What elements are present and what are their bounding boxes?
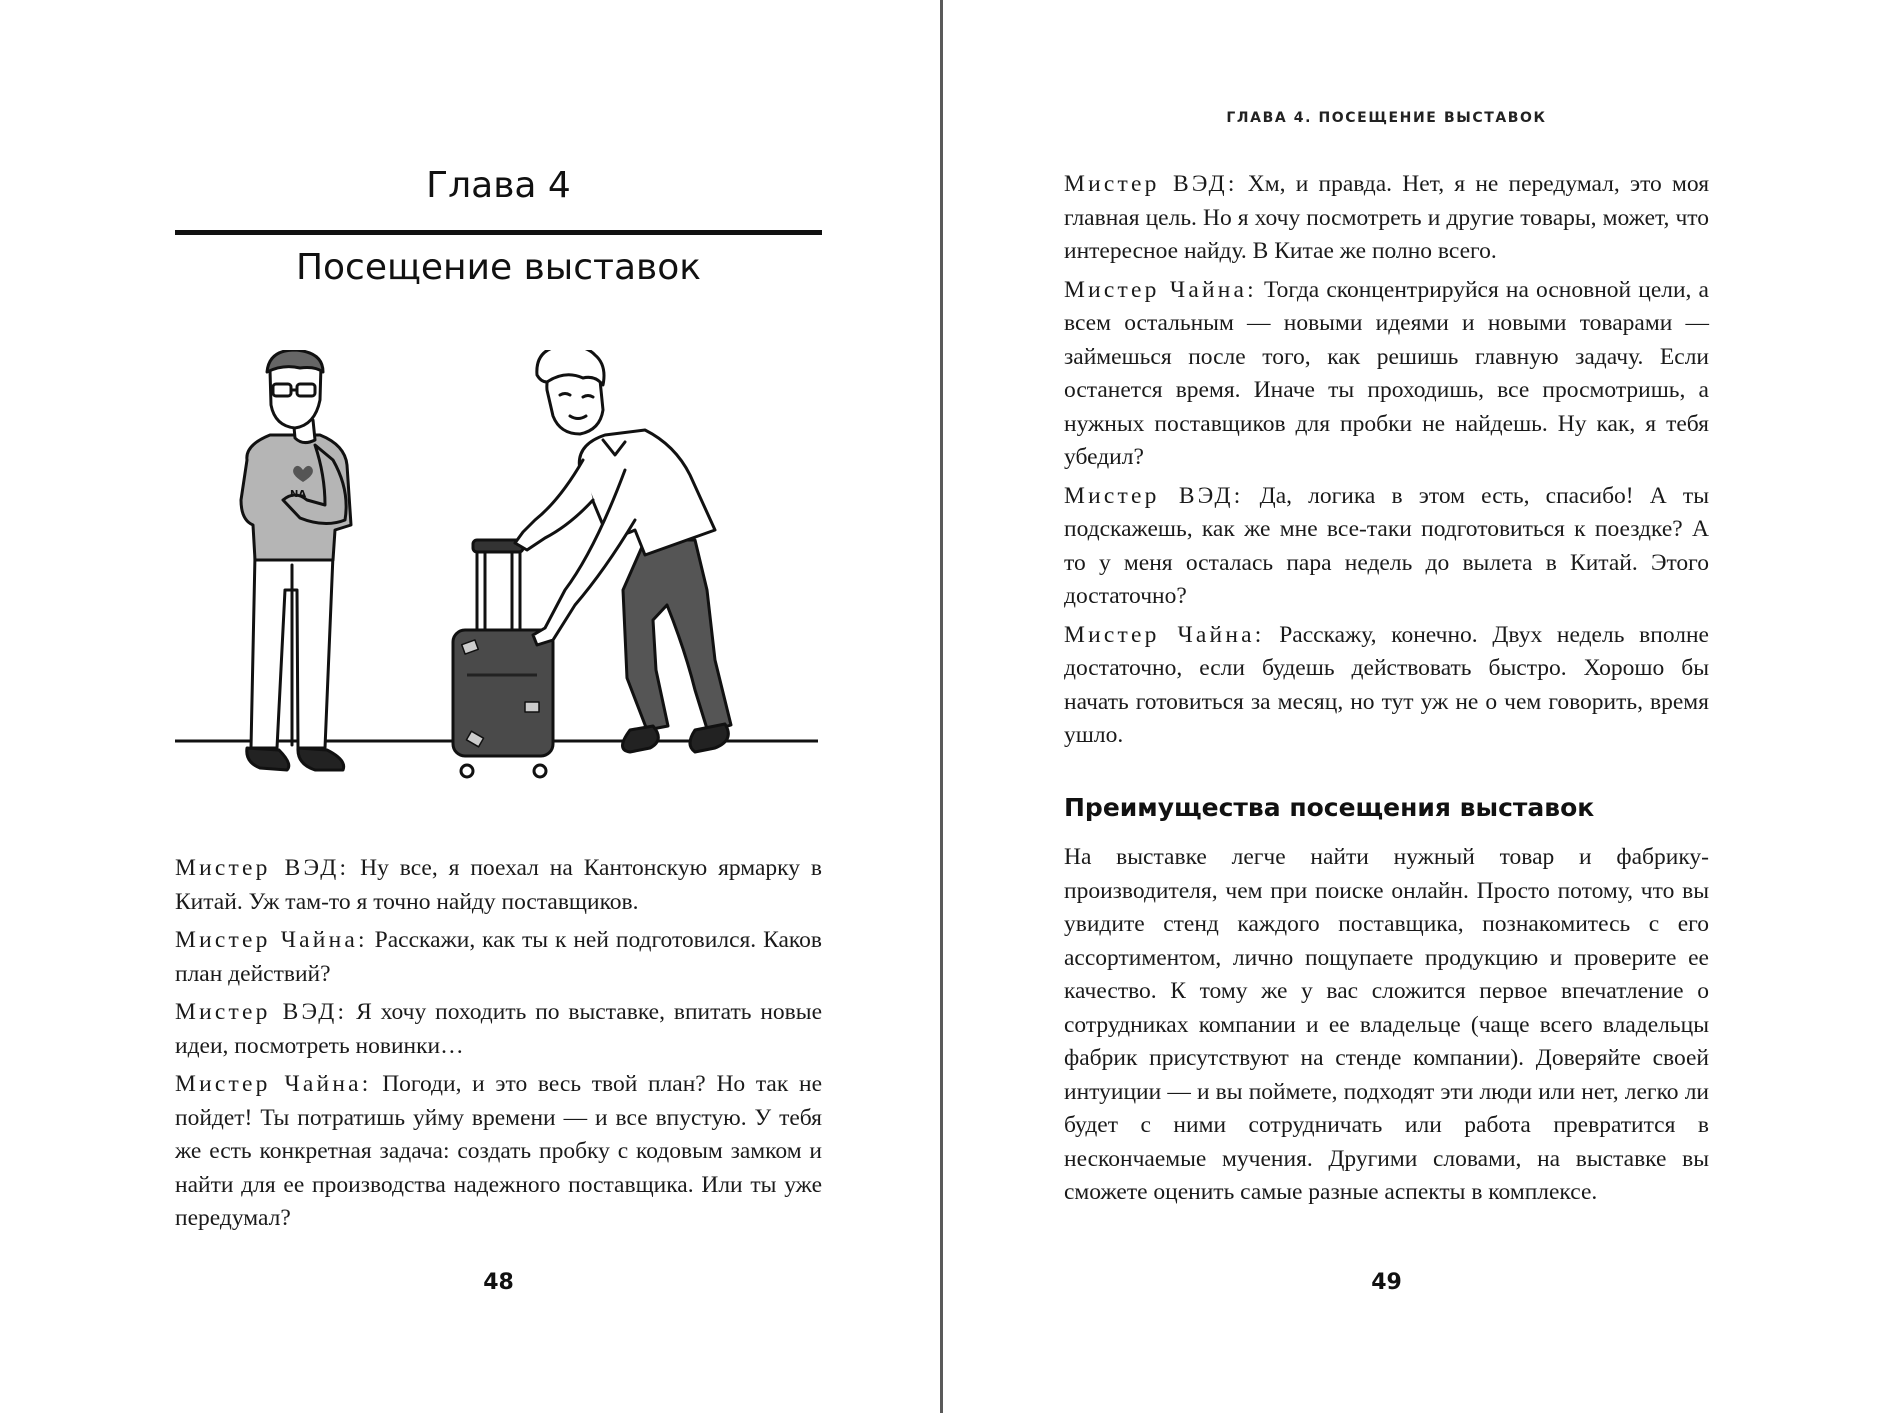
dialogue-line <box>175 924 822 991</box>
right-page <box>1064 0 1709 1413</box>
dialogue-line <box>1064 274 1709 475</box>
page-number-left: 48 <box>483 1270 514 1295</box>
right-dialogue <box>1064 168 1709 758</box>
dialogue-text: Я хочу походить по выставке, впитать новые идеи, посмотреть новинки… <box>175 999 822 1059</box>
dialogue-text: Расскажи, как ты к ней подготовился. Каков план действий? <box>175 927 822 987</box>
section-heading: Преимущества посещения выставок <box>1064 793 1595 822</box>
speaker-name: Мистер Чайна: <box>175 927 368 953</box>
speaker-name: Мистер ВЭД: <box>175 999 348 1025</box>
mister-ved-figure <box>241 350 351 770</box>
left-page <box>175 0 822 1413</box>
dialogue-line <box>175 852 822 919</box>
speaker-name: Мистер ВЭД: <box>175 855 350 881</box>
dialogue-text: Тогда сконцентрируйся на основной цели, а всем остальным — новыми идеями и новыми товарами — займешься после того, как решишь главную задачу. Если останется время. Иначе ты проходишь, все просмотришь, а нужных поставщиков для пробки не найдешь. Ну как, я тебя убедил? <box>1064 276 1709 470</box>
dialogue-line <box>175 996 822 1063</box>
speaker-name: Мистер ВЭД: <box>1064 171 1238 197</box>
speaker-name: Мистер ВЭД: <box>1064 482 1244 509</box>
dialogue-text: Хм, и правда. Нет, я не передумал, это моя главная цель. Но я хочу посмотреть и другие товары, может, что интересное найду. В Китае же полно всего. <box>1064 171 1710 264</box>
dialogue-text: Ну все, я поехал на Кантонскую ярмарку в Китай. Уж там-то я точно найду поставщиков. <box>175 855 823 915</box>
dialogue-line <box>1064 619 1709 753</box>
chapter-number: Глава 4 <box>426 165 571 206</box>
sweater-text: NA <box>290 489 307 500</box>
speaker-name: Мистер Чайна: <box>1064 621 1265 648</box>
chapter-title: Посещение выставок <box>295 247 702 288</box>
speaker-name: Мистер Чайна: <box>175 1071 372 1097</box>
chapter-illustration <box>175 350 822 795</box>
dialogue-text: Расскажу, конечно. Двух недель вполне достаточно, если будешь действовать быстро. Хорошо бы начать готовиться за месяц, но тут уж не о чем говорить, время ушло. <box>1064 621 1709 748</box>
running-head: ГЛАВА 4. ПОСЕЩЕНИЕ ВЫСТАВОК <box>1226 110 1547 126</box>
book-spine <box>940 0 943 1413</box>
dialogue-text: Да, логика в этом есть, спасибо! А ты подскажешь, как же мне все-таки подготовиться к поездке? А то у меня осталась пара недель до вылета в Китай. Этого достаточно? <box>1064 482 1709 609</box>
chapter-divider <box>175 230 822 235</box>
dialogue-line <box>175 1068 822 1236</box>
dialogue-line <box>1064 168 1709 269</box>
dialogue-text: Погоди, и это весь твой план? Но так не пойдет! Ты потратишь уйму времени — и все впустую. У тебя же есть конкретная задача: создать пробку с кодовым замком и найти для ее производства надежного поставщика. Или ты уже передумал? <box>175 1071 822 1231</box>
body-paragraph: На выставке легче найти нужный товар и фабрику-производителя, чем при поиске онлайн. Просто потому, что вы увидите стенд каждого поставщика, познакомитесь с его ассортиментом, лично пощупаете продукцию и проверите ее качество. К тому же у вас сложится первое впечатление о сотрудниках компании и ее владельце (чаще всего владельцы фабрик присутствуют на стенде компании). Доверяйте своей интуиции — и вы поймете, подходят эти люди или нет, легко ли будет с ними сотрудничать или работа превратится в нескончаемые мучения. Другими словами, на выставке вы сможете оценить самые разные аспекты в комплексе. <box>1064 844 1709 1205</box>
speaker-name: Мистер Чайна: <box>1064 276 1257 303</box>
section-body <box>1064 841 1709 1215</box>
dialogue-line <box>1064 480 1709 614</box>
left-dialogue <box>175 852 822 1241</box>
page-number-right: 49 <box>1371 1270 1402 1295</box>
suitcase <box>453 540 553 777</box>
